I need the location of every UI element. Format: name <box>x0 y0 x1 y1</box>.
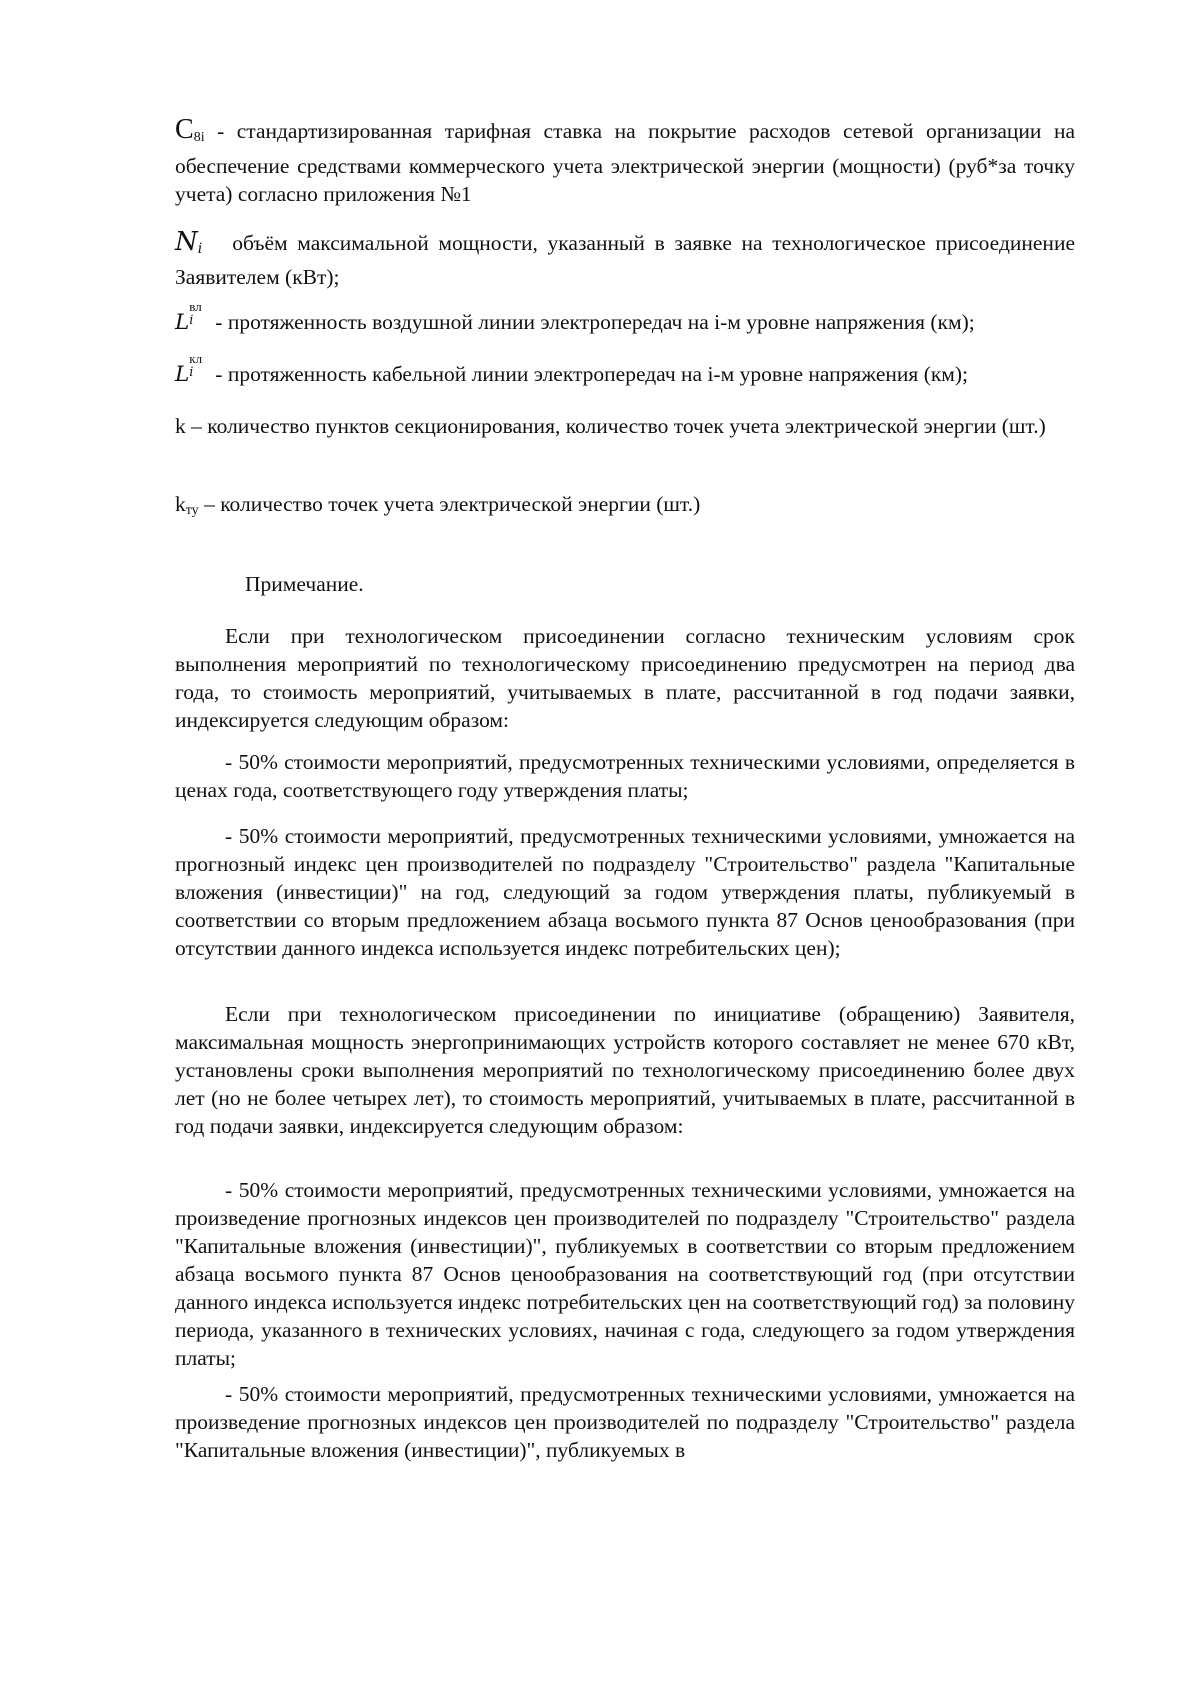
definition-ni-text: объём максимальной мощности, указанный в заявке на технологическое присоединение Заявителем (кВт); <box>175 231 1075 289</box>
definition-l-vl <box>175 299 1075 337</box>
definition-l-kl-text: - протяженность кабельной линии электропередач на i-м уровне напряжения (км); <box>215 362 969 386</box>
symbol-l-vl: L <box>175 310 190 335</box>
definition-k: k – количество пунктов секционирования, количество точек учета электрической энергии (шт.) <box>175 414 1046 438</box>
definition-l-kl <box>175 351 1075 389</box>
note-title: Примечание. <box>245 572 364 596</box>
note-bullet-4: - 50% стоимости мероприятий, предусмотренных техническими условиями, умножается на произведение прогнозных индексов цен производителей по подразделу "Строительство" раздела "Капитальные вложения (инвестиции)", публикуемых в <box>175 1382 1075 1462</box>
symbol-c8-subscript: 8i <box>193 130 205 145</box>
note-bullet-2: - 50% стоимости мероприятий, предусмотренных техническими условиями, умножается на прогнозный индекс цен производителей по подразделу "Строительство" раздела "Капитальные вложения (инвестиции)" на год, следующий за годом утверждения платы, публикуемый в соответствии со вторым предложением абзаца восьмого пункта 87 Основ ценообразования (при отсутствии данного индекса используется индекс потребительских цен); <box>175 824 1075 960</box>
definition-kty-text: – количество точек учета электрической энергии (шт.) <box>198 492 701 516</box>
note-paragraph-2: Если при технологическом присоединении по инициативе (обращению) Заявителя, максимальная мощность энергопринимающих устройств которого составляет не менее 670 кВт, установлены сроки выполнения мероприятий по технологическому присоединению более двух лет (но не более четырех лет), то стоимость мероприятий, учитываемых в плате, рассчитанной в год подачи заявки, индексируется следующим образом: <box>175 1002 1075 1138</box>
symbol-l-vl-superscript: вл <box>189 299 202 314</box>
symbol-n: N <box>175 227 198 257</box>
note-bullet-1: - 50% стоимости мероприятий, предусмотренных техническими условиями, определяется в ценах года, соответствующего году утверждения платы; <box>175 750 1075 802</box>
symbol-c8: C <box>175 114 194 145</box>
note-bullet-3: - 50% стоимости мероприятий, предусмотренных техническими условиями, умножается на произведение прогнозных индексов цен производителей по подразделу "Строительство" раздела "Капитальные вложения (инвестиции)", публикуемых в соответствии со вторым предложением абзаца восьмого пункта 87 Основ ценообразования на соответствующий год (при отсутствии данного индекса используется индекс потребительских цен на соответствующий год) за половину периода, указанного в технических условиях, начиная с года, следующего за годом утверждения платы; <box>175 1178 1075 1370</box>
symbol-l-kl-superscript: кл <box>189 351 203 366</box>
symbol-n-subscript: i <box>197 241 203 257</box>
definition-l-vl-text: - протяженность воздушной линии электропередач на i-м уровне напряжения (км); <box>215 310 975 334</box>
note-paragraph-1: Если при технологическом присоединении согласно техническим условиям срок выполнения мероприятий по технологическому присоединению предусмотрен на период два года, то стоимость мероприятий, учитываемых в плате, рассчитанной в год подачи заявки, индексируется следующим образом: <box>175 624 1075 732</box>
definition-c8i <box>175 116 1075 208</box>
symbol-l-kl: L <box>175 362 190 387</box>
definition-ni <box>175 228 1075 291</box>
symbol-k-subscript: ту <box>185 503 199 518</box>
definition-c8i-text: - стандартизированная тарифная ставка на покрытие расходов сетевой организации на обеспечение средствами коммерческого учета электрической энергии (мощности) (руб*за точку учета) согласно приложения №1 <box>175 119 1075 206</box>
definition-kty <box>175 490 1075 525</box>
symbol-l-vl-subscript: i <box>189 313 194 328</box>
symbol-l-kl-subscript: i <box>189 365 194 380</box>
symbol-k: k <box>175 492 186 516</box>
